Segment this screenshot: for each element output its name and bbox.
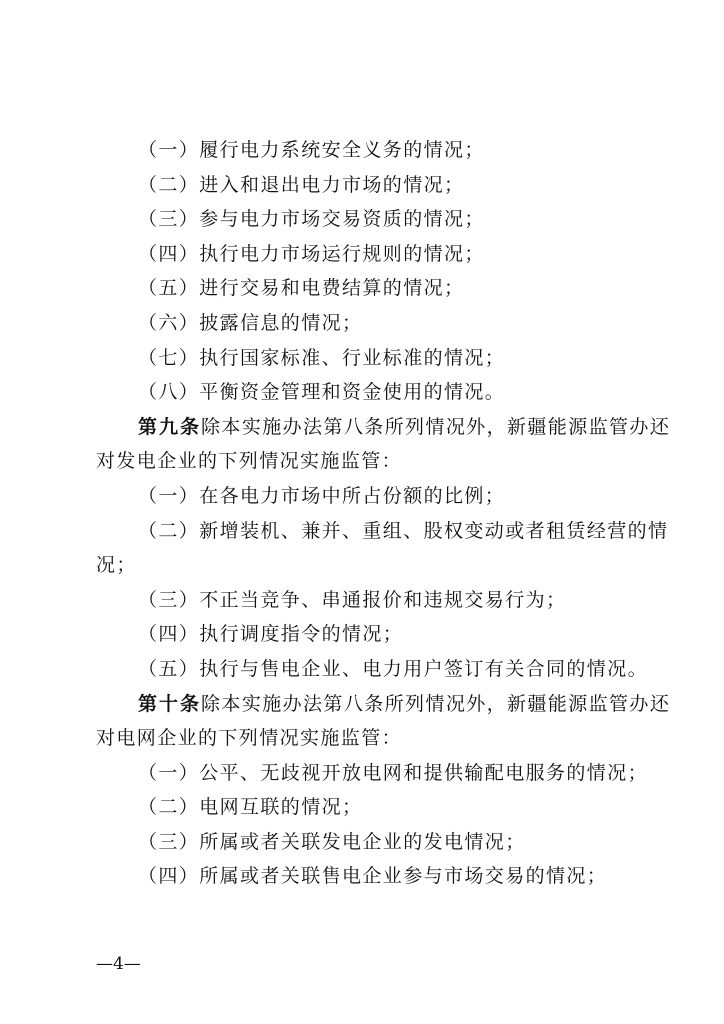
clause-text: （一）公平、无歧视开放电网和提供输配电服务的情况； — [138, 761, 649, 784]
clause-item — [96, 341, 636, 376]
clause-item — [96, 756, 649, 791]
clause-text: （五）进行交易和电费结算的情况； — [138, 277, 465, 300]
clause-item — [96, 237, 636, 272]
clause-item — [96, 859, 636, 894]
clause-text: （一）履行电力系统安全义务的情况； — [138, 139, 485, 161]
clause-text: （八）平衡资金管理和资金使用的情况。 — [138, 381, 506, 404]
article-heading: 第十条 — [138, 692, 202, 715]
clause-item — [96, 825, 636, 860]
clause-text: （七）执行国家标准、行业标准的情况； — [138, 346, 506, 369]
clause-item — [96, 202, 636, 237]
article-text: 除本实施办法第八条所列情况外，新疆能源监管办还 — [201, 692, 671, 715]
paragraph-text: 对电网企业的下列情况实施监管： — [96, 727, 403, 750]
paragraph-line — [96, 548, 636, 583]
clause-item — [96, 133, 636, 168]
clause-item — [96, 617, 636, 652]
clause-text: （四）执行调度指令的情况； — [138, 623, 404, 646]
clause-text: （四）所属或者关联售电企业参与市场交易的情况； — [138, 865, 608, 888]
clause-item — [96, 514, 669, 549]
clause-text: （四）执行电力市场运行规则的情况； — [138, 242, 485, 265]
paragraph-text: 对发电企业的下列情况实施监管： — [96, 450, 403, 473]
clause-text: （二）电网互联的情况； — [138, 796, 363, 819]
paragraph-line — [96, 721, 636, 756]
clause-item — [96, 652, 649, 687]
clause-item — [96, 479, 636, 514]
article-ten-line — [96, 687, 671, 722]
paragraph-line — [96, 444, 636, 479]
page-number: —4— — [96, 954, 141, 974]
clause-item — [96, 790, 636, 825]
document-body — [96, 133, 671, 894]
clause-text: （六）披露信息的情况； — [138, 311, 363, 334]
clause-item — [96, 583, 636, 618]
clause-text: （二）新增装机、兼并、重组、股权变动或者租赁经营的情 — [138, 519, 669, 542]
clause-text: （二）进入和退出电力市场的情况； — [138, 173, 465, 196]
clause-item — [96, 271, 636, 306]
clause-text: （五）执行与售电企业、电力用户签订有关合同的情况。 — [138, 657, 649, 680]
article-nine-line — [96, 410, 671, 445]
article-heading: 第九条 — [138, 415, 202, 438]
article-text: 除本实施办法第八条所列情况外，新疆能源监管办还 — [201, 415, 671, 438]
clause-text: （一）在各电力市场中所占份额的比例； — [138, 484, 506, 507]
clause-text: （三）不正当竞争、串通报价和违规交易行为； — [138, 588, 567, 611]
clause-text: （三）所属或者关联发电企业的发电情况； — [138, 830, 526, 853]
clause-item — [96, 375, 636, 410]
paragraph-text: 况； — [96, 554, 137, 577]
clause-item — [96, 306, 636, 341]
clause-text: （三）参与电力市场交易资质的情况； — [138, 208, 485, 231]
clause-item — [96, 168, 636, 203]
